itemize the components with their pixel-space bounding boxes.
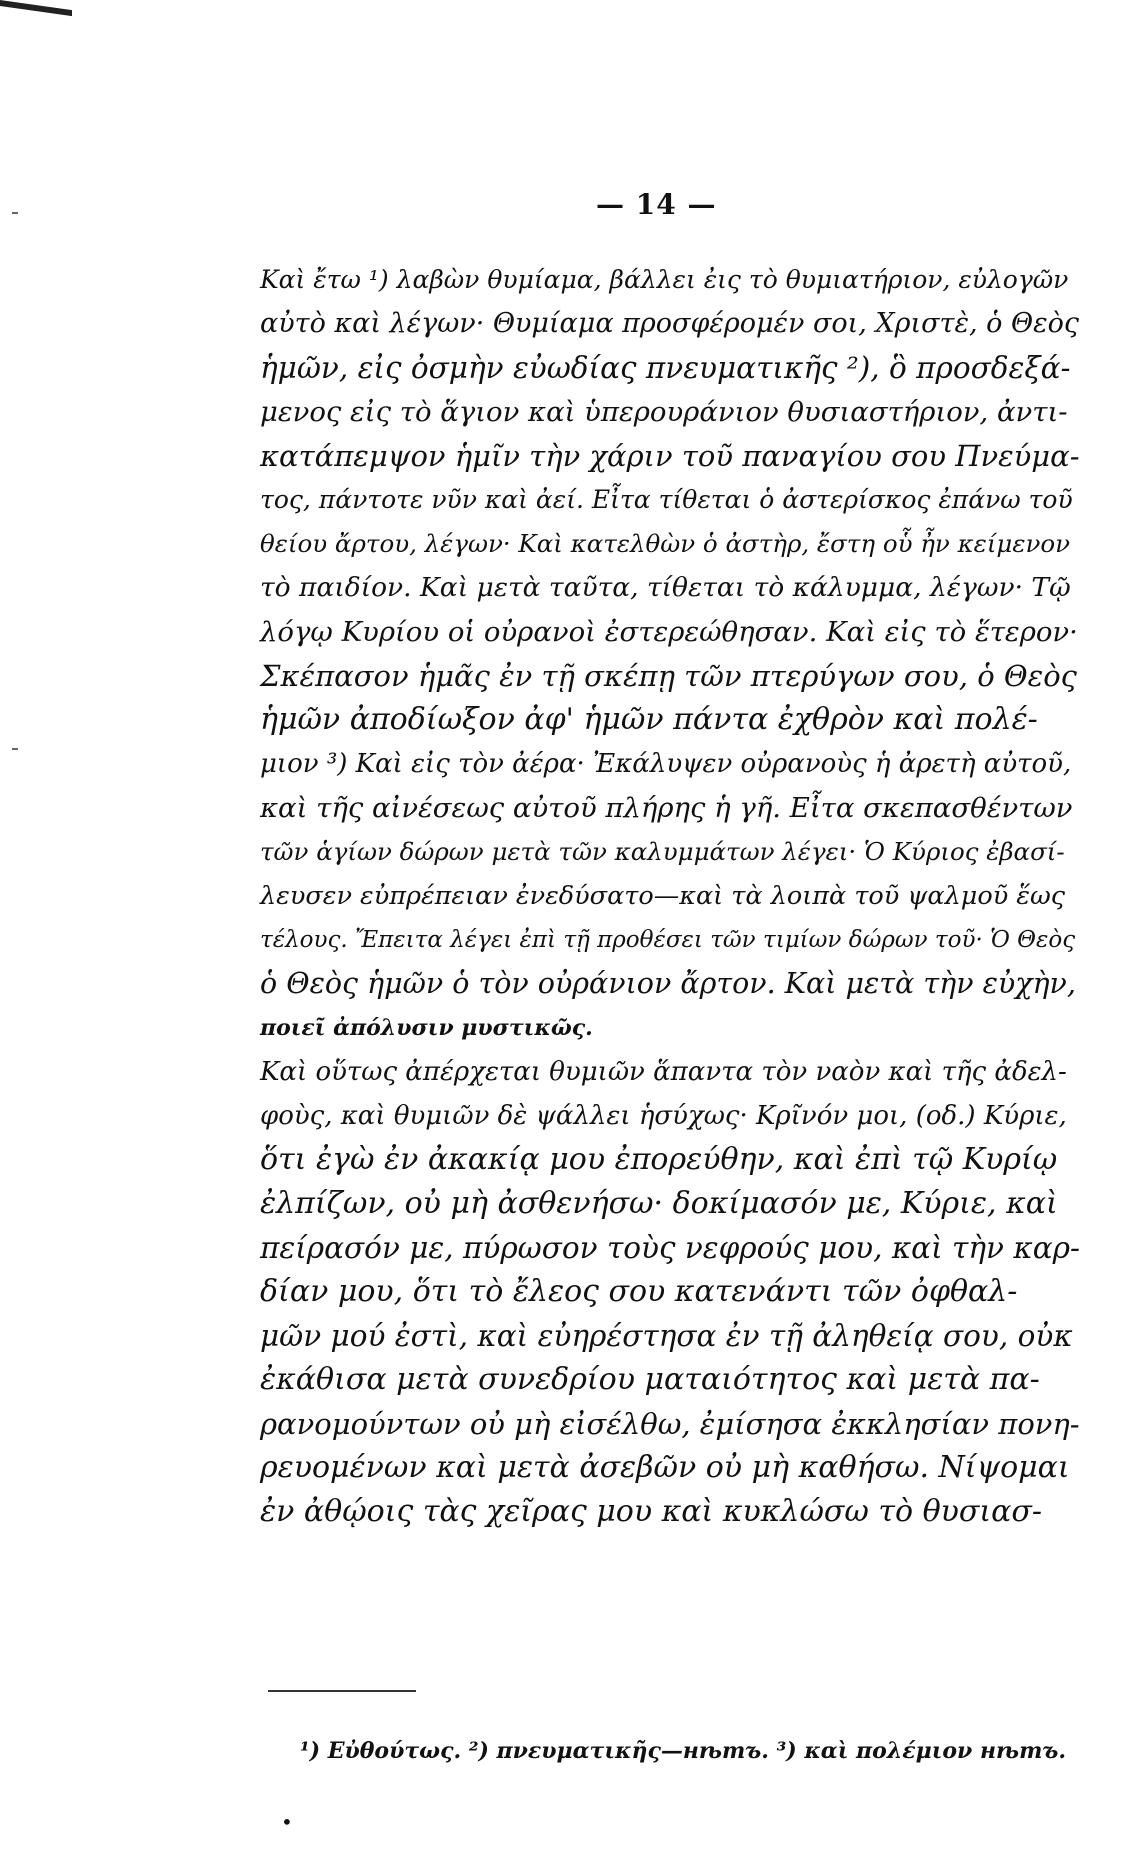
text-line: καὶ τῆς αἰνέσεως αὐτοῦ πλήρης ἡ γῆ. Εἶτα σκεπασθέντων — [260, 792, 1073, 824]
text-line: ὅτι ἐγὼ ἐν ἀκακίᾳ μου ἐπορεύθην, καὶ ἐπὶ τῷ Κυρίῳ — [260, 1142, 1058, 1177]
text-line: ἡμῶν ἀποδίωξον ἀφ' ἡμῶν πάντα ἐχθρὸν καὶ πολέ- — [260, 702, 1038, 737]
text-line: αὐτὸ καὶ λέγων· Θυμίαμα προσφέρομέν σοι, Χριστὲ, ὁ Θεὸς — [260, 308, 1079, 339]
text-line: ρανομούντων οὐ μὴ εἰσέλθω, ἐμίσησα ἐκκλησίαν πονη- — [260, 1407, 1080, 1441]
text-line: τος, πάντοτε νῦν καὶ ἀεί. Εἶτα τίθεται ὁ ἀστερίσκος ἐπάνω τοῦ — [260, 485, 1073, 514]
text-line: δίαν μου, ὅτι τὸ ἔλεος σου κατενάντι τῶν ὀφθαλ- — [260, 1274, 1018, 1309]
text-line: Σκέπασον ἡμᾶς ἐν τῇ σκέπῃ τῶν πτερύγων σου, ὁ Θεὸς — [260, 659, 1077, 693]
text-line: ἐκάθισα μετὰ συνεδρίου ματαιότητος καὶ μετὰ πα- — [260, 1362, 1040, 1397]
stray-mark: • — [281, 1810, 293, 1834]
text-line: ρευομένων καὶ μετὰ ἀσεβῶν οὐ μὴ καθήσω. Νίψομαι — [260, 1450, 1070, 1485]
text-line: κατάπεμψον ἡμῖν τὴν χάριν τοῦ παναγίου σου Πνεύμα- — [260, 439, 1080, 473]
page-number: — 14 — — [596, 188, 717, 221]
text-line: μενος εἰς τὸ ἅγιον καὶ ὑπερουράνιον θυσιαστήριον, ἀντι- — [260, 396, 1068, 428]
text-line: ὁ Θεὸς ἡμῶν ὁ τὸν οὐράνιον ἄρτον. Καὶ μετὰ τὴν εὐχὴν, — [260, 967, 1076, 1000]
text-line: μιον ³) Καὶ εἰς τὸν ἀέρα· Ἐκάλυψεν οὐρανοὺς ἡ ἀρετὴ αὐτοῦ, — [260, 749, 1072, 779]
footnote-divider — [268, 1690, 416, 1692]
text-line: ποιεῖ ἀπόλυσιν μυστικῶς. — [260, 1015, 593, 1041]
text-line: θείου ἄρτου, λέγων· Καὶ κατελθὼν ὁ ἀστὴρ, ἔστη οὗ ἦν κείμενον — [260, 529, 1071, 558]
text-line: τῶν ἁγίων δώρων μετὰ τῶν καλυμμάτων λέγει· Ὁ Κύριος ἐβασί- — [260, 837, 1065, 866]
scan-edge-tick — [12, 748, 18, 750]
text-line: τὸ παιδίον. Καὶ μετὰ ταῦτα, τίθεται τὸ κάλυμμα, λέγων· Τῷ — [260, 572, 1071, 603]
text-line: τέλους. Ἔπειτα λέγει ἐπὶ τῇ προθέσει τῶν τιμίων δώρων τοῦ· Ὁ Θεὸς — [260, 927, 1076, 953]
text-line: πείρασόν με, πύρωσον τοὺς νεφρούς μου, καὶ τὴν καρ- — [260, 1231, 1080, 1265]
scan-corner-mark — [0, 0, 72, 16]
footnotes: ¹) Εὐθούτως. ²) πνευματικῆς—нѣтъ. ³) καὶ πολέμιον нѣтъ. — [300, 1738, 1067, 1764]
text-line: ἐλπίζων, οὐ μὴ ἀσθενήσω· δοκίμασόν με, Κύριε, καὶ — [260, 1186, 1058, 1221]
text-line: μῶν μού ἐστὶ, καὶ εὐηρέστησα ἐν τῇ ἀληθείᾳ σου, οὐκ — [260, 1319, 1073, 1353]
text-line: ἡμῶν, εἰς ὀσμὴν εὐωδίας πνευματικῆς ²), ὃ προσδεξά- — [260, 351, 1071, 385]
text-line: Καὶ οὕτως ἀπέρχεται θυμιῶν ἅπαντα τὸν ναὸν καὶ τῆς ἀδελ- — [260, 1057, 1067, 1087]
text-line: Καὶ ἔτω ¹) λαβὼν θυμίαμα, βάλλει ἐις τὸ θυμιατήριον, εὐλογῶν — [260, 265, 1069, 294]
text-line: λόγῳ Κυρίου οἱ οὐρανοὶ ἐστερεώθησαν. Καὶ εἰς τὸ ἕτερον· — [260, 616, 1078, 648]
text-line: λευσεν εὐπρέπειαν ἐνεδύσατο—καὶ τὰ λοιπὰ τοῦ ψαλμοῦ ἕως — [260, 881, 1066, 911]
text-line: ἐν ἀθῴοις τὰς χεῖρας μου καὶ κυκλώσω τὸ θυσιασ- — [260, 1494, 1042, 1529]
text-line: φοὺς, καὶ θυμιῶν δὲ ψάλλει ἡσύχως· Κρῖνόν μοι, (οδ.) Κύριε, — [260, 1101, 1067, 1131]
scan-edge-tick — [12, 212, 18, 214]
